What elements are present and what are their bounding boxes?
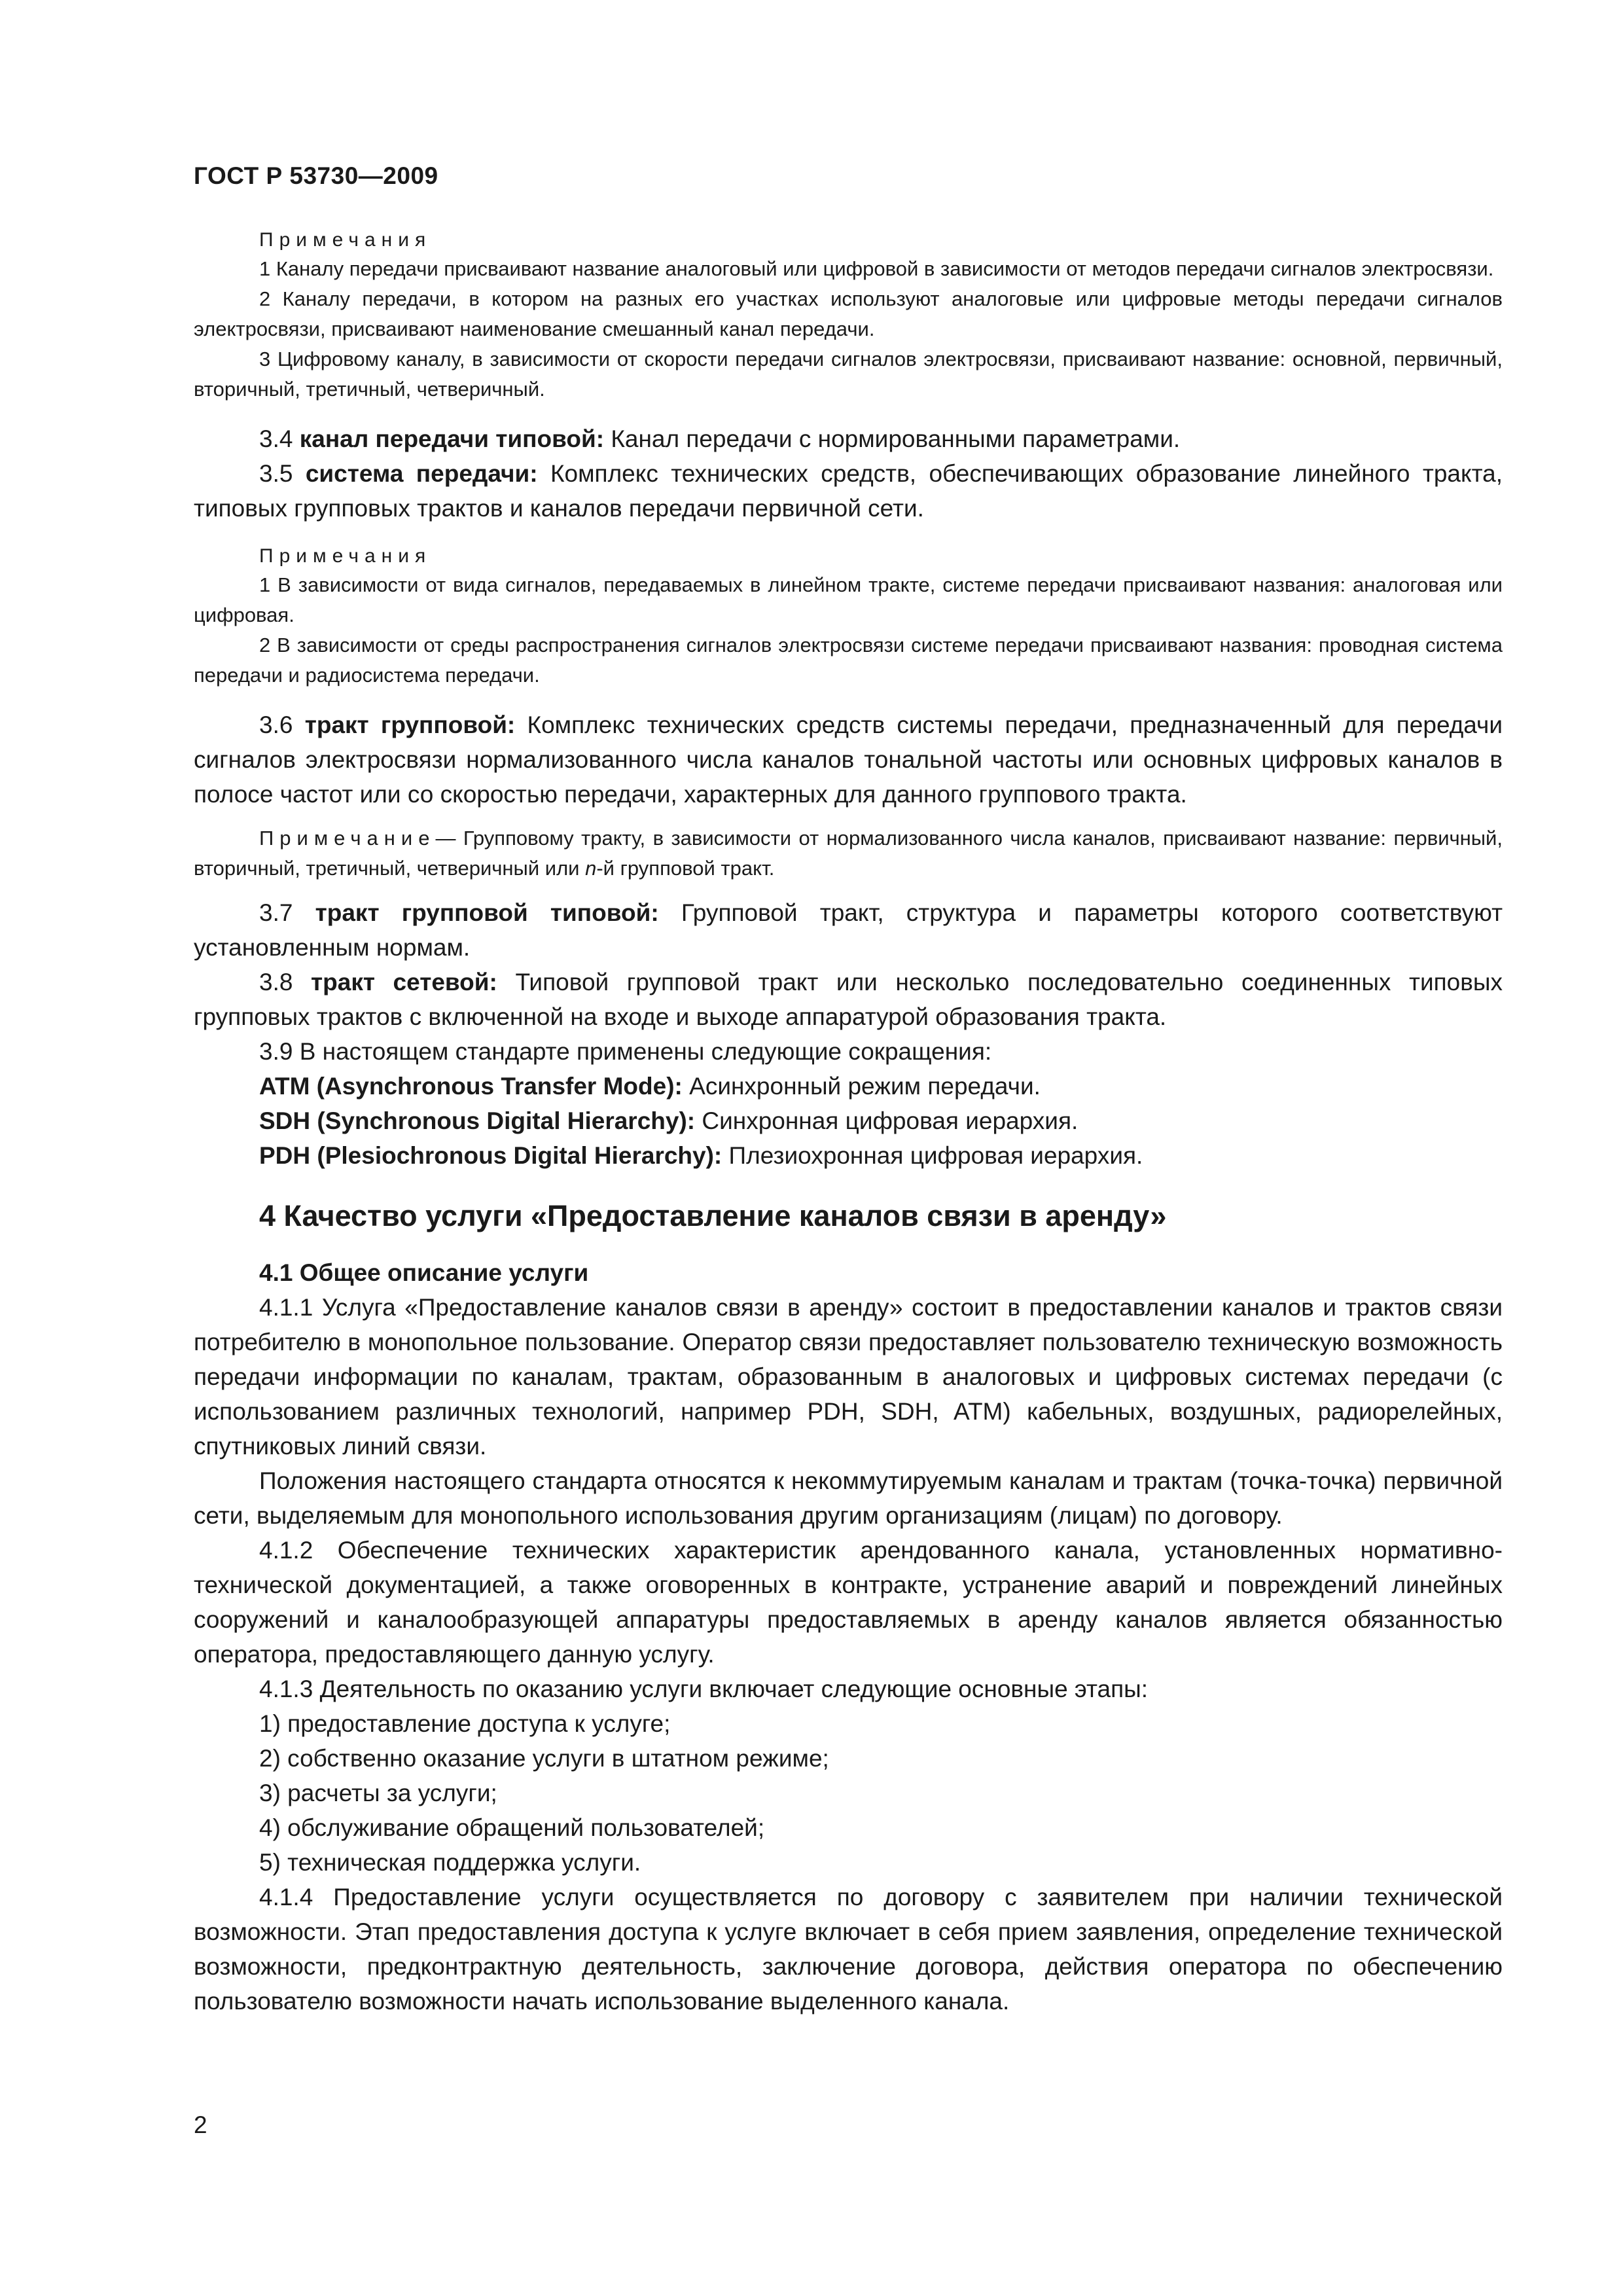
clause-4-1-3: 4.1.3 Деятельность по оказанию услуги включает следующие основные этапы: — [259, 1676, 1149, 1702]
abbreviation-sdh: SDH (Synchronous Digital Hierarchy): Синхронная цифровая иерархия. — [259, 1107, 1079, 1134]
clause-3-4: 3.4 канал передачи типовой: Канал передачи с нормированными параметрами. — [259, 425, 1181, 452]
abbreviation-atm: ATM (Asynchronous Transfer Mode): Асинхронный режим передачи. — [259, 1073, 1041, 1100]
list-item: 3) расчеты за услуги; — [259, 1780, 497, 1806]
service-steps-list — [194, 1706, 1503, 1880]
note-item: 1 В зависимости от вида сигналов, передаваемых в линейном тракте, системе передачи присваивают названия: аналоговая или цифровая. — [194, 573, 1503, 626]
list-item: 5) техническая поддержка услуги. — [259, 1849, 641, 1876]
list-item: 4) обслуживание обращений пользователей; — [259, 1814, 765, 1841]
clause-4-1-1: 4.1.1 Услуга «Предоставление каналов связи в аренду» состоит в предоставлении каналов и трактов связи потребителю в монопольное пользование. Оператор связи предоставляет пользователю техническую возможность передачи информации по каналам, трактам, образованным в аналоговых и цифровых системах передачи (с использованием различных технологий, например PDH, SDH, ATM) кабельных, воздушных, радиорелейных, спутниковых линий связи. — [194, 1294, 1503, 1460]
notes-block-1 — [194, 229, 1503, 404]
clause-4-1-2: 4.1.2 Обеспечение технических характеристик арендованного канала, установленных нормативно-технической документацией, а также оговоренных в контракте, устранение аварий и повреждений линейных сооружений и каналообразующей аппаратуры предоставляемых в аренду каналов является обязанностью оператора, предоставляющего данную услугу. — [194, 1537, 1503, 1668]
notes-title: Примечания — [259, 229, 432, 251]
abbreviation-pdh: PDH (Plesiochronous Digital Hierarchy): Плезиохронная цифровая иерархия. — [259, 1142, 1143, 1169]
clause-3-6: 3.6 тракт групповой: Комплекс технических средств системы передачи, предназначенный для передачи сигналов электросвязи нормализованного числа каналов тональной частоты или основных цифровых каналов в полосе частот или со скоростью передачи, характерных для данного группового тракта. — [194, 711, 1503, 808]
clause-4-1-4: 4.1.4 Предоставление услуги осуществляется по договору с заявителем при наличии технической возможности. Этап предоставления доступа к услуге включает в себя прием заявления, определение технической возможности, предконтрактную деятельность, заключение договора, действия оператора по обеспечению пользователю возможности начать использование выделенного канала. — [194, 1884, 1503, 2015]
list-item: 2) собственно оказание услуги в штатном режиме; — [259, 1745, 829, 1772]
clause-3-7: 3.7 тракт групповой типовой: Групповой тракт, структура и параметры которого соответствуют установленным нормам. — [194, 899, 1503, 961]
clause-3-9: 3.9 В настоящем стандарте применены следующие сокращения: — [259, 1038, 992, 1065]
page-number: 2 — [194, 2111, 207, 2138]
clause-3-5: 3.5 система передачи: Комплекс технических средств, обеспечивающих образование линейного тракта, типовых групповых трактов и каналов передачи первичной сети. — [194, 460, 1503, 522]
clause-3-8: 3.8 тракт сетевой: Типовой групповой тракт или несколько последовательно соединенных типовых групповых трактов с включенной на входе и выходе аппаратурой образования тракта. — [194, 969, 1503, 1030]
note-item: 3 Цифровому каналу, в зависимости от скорости передачи сигналов электросвязи, присваивают название: основной, первичный, вторичный, третичный, четверичный. — [194, 348, 1503, 401]
note-item: 2 Каналу передачи, в котором на разных его участках используют аналоговые или цифровые методы передачи сигналов электросвязи, присваивают наименование смешанный канал передачи. — [194, 287, 1503, 340]
document-header: ГОСТ Р 53730—2009 — [194, 162, 438, 189]
section-4-1-heading: 4.1 Общее описание услуги — [259, 1259, 589, 1286]
note-3: Примечание— Групповому тракту, в зависимости от нормализованного числа каналов, присваивают название: первичный, вторичный, третичный, четверичный или n-й групповой тракт. — [194, 827, 1503, 880]
document-page — [194, 162, 1503, 2018]
clause-4-1-1-continued: Положения настоящего стандарта относятся к некоммутируемым каналам и трактам (точка-точка) первичной сети, выделяемым для монопольного использования другим организациям (лицам) по договору. — [194, 1467, 1503, 1529]
section-4-heading: 4 Качество услуги «Предоставление каналов связи в аренду» — [259, 1199, 1167, 1232]
list-item: 1) предоставление доступа к услуге; — [259, 1710, 671, 1737]
note-item: 1 Каналу передачи присваивают название аналоговый или цифровой в зависимости от методов передачи сигналов электросвязи. — [259, 257, 1494, 280]
notes-block-2 — [194, 545, 1503, 691]
note-item: 2 В зависимости от среды распространения сигналов электросвязи системе передачи присваивают названия: проводная система передачи и радиосистема передачи. — [194, 634, 1503, 687]
notes-title: Примечания — [259, 545, 432, 567]
